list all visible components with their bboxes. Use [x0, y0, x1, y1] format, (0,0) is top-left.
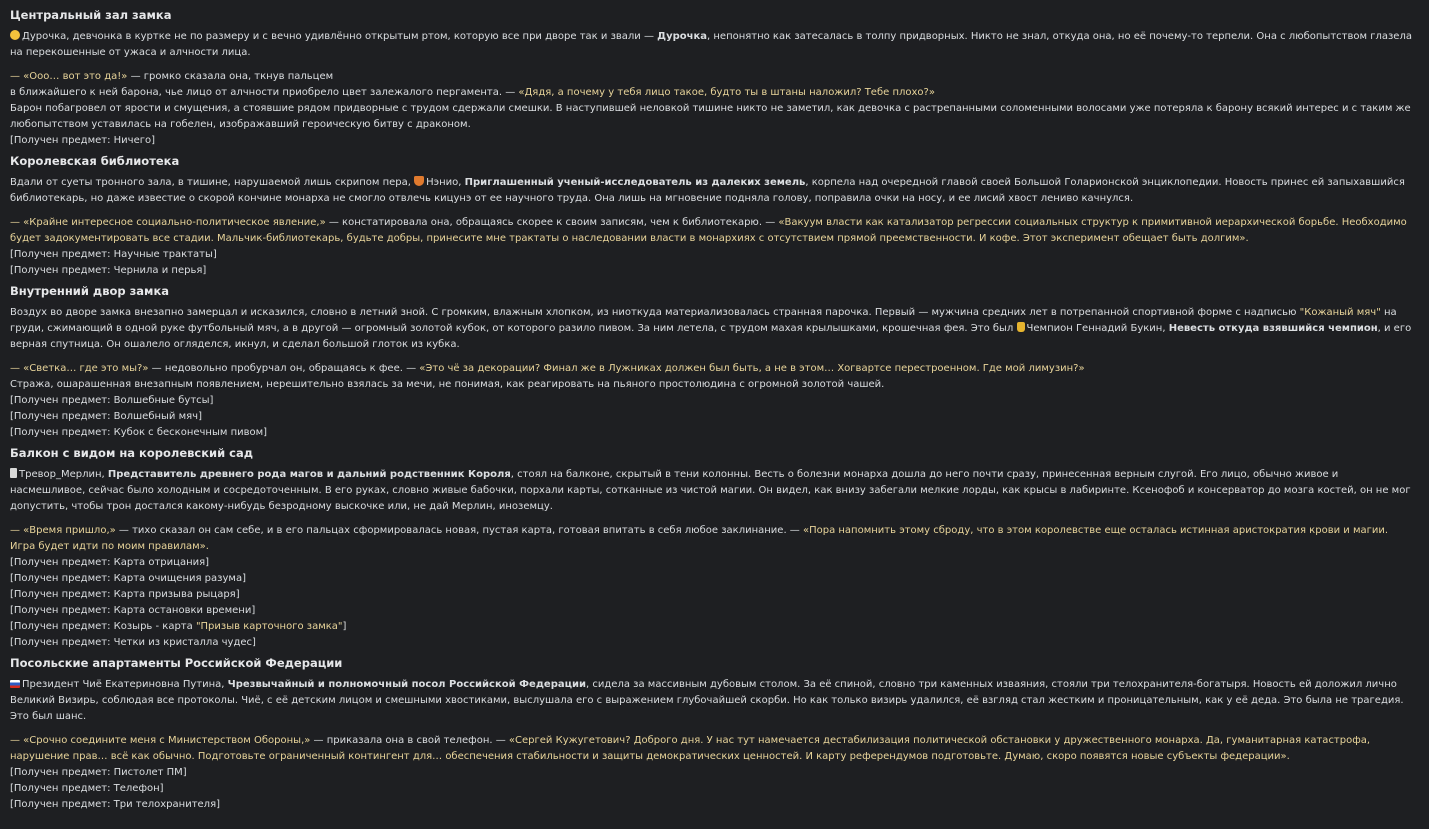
- narration-line: Барон побагровел от ярости и смущения, а стоявшие рядом придворные с трудом сдержали смешки. В наступившей неловкой тишине никто не заметил, как девочка с растрепанными соломенными волосами уже потеряла к барону всякий интерес и с таким же любопытством уставилась на гобелен, изображавший героическую битву с драконом.: [10, 103, 1411, 130]
- quote: "Призыв карточного замка": [195, 621, 343, 632]
- quote: — «Ооо… вот это да!»: [10, 71, 128, 82]
- received-item: [Получен предмет: Кубок с бесконечным пивом]: [10, 427, 268, 438]
- received-item: [10, 619, 1415, 635]
- character-name: Президент Чиё Екатериновна Путина,: [22, 679, 228, 690]
- scene-title: Балкон с видом на королевский сад: [10, 446, 254, 460]
- scene-central-hall: [10, 7, 1415, 149]
- scene-balcony: [10, 445, 1415, 651]
- quote: — «Светка… где это мы?»: [10, 363, 149, 374]
- scene-embassy: [10, 655, 1415, 813]
- quote: — «Время пришло,»: [10, 525, 116, 536]
- character-name: Нэнио,: [426, 177, 465, 188]
- intro-text: , и его верная спутница. Он ошалело огляделся, икнул, и сделал большой глоток из кубка.: [10, 323, 1412, 350]
- scene-intro: [10, 467, 1415, 515]
- item-text: [Получен предмет: Козырь - карта: [10, 621, 196, 632]
- narration: — громко сказала она, ткнув пальцем: [127, 71, 334, 82]
- intro-text: , стоял на балконе, скрытый в тени колонны. Весть о болезни монарха дошла до него почти сразу, принесенная верным слугой. Его лицо, обычно живое и насмешливое, сейчас было холодным и сосредоточенным. В его руках, словно живые бабочки, порхали карты, сотканные из чистой магии. Он видел, как внизу забегали мелкие лорды, как крысы в лабиринте. Ксенофоб и консерватор до мозга костей, он не мог допустить, чтобы трон достался какому-нибудь безродному выскочке или, не дай Мерлин, иноземцу.: [10, 469, 1411, 512]
- intro-text: , непонятно как затесалась в толпу придворных. Никто не знал, откуда она, но её почему-то терпели. Она с любопытством глазела на перекошенные от ужаса и алчности лица.: [10, 31, 1412, 58]
- dialogue-line: [10, 733, 1415, 765]
- flag-ru-icon: [10, 680, 20, 688]
- received-item: [Получен предмет: Телефон]: [10, 783, 164, 794]
- received-item: [Получен предмет: Карта очищения разума]: [10, 573, 246, 584]
- quote: «Пора напомнить этому сброду, что в этом королевстве еще осталась истинная аристократия крови и магии. Игра будет идти по моим правилам»: [10, 525, 1389, 552]
- received-item: [Получен предмет: Волшебный мяч]: [10, 411, 202, 422]
- scene-title: Посольские апартаменты Российской Федерации: [10, 656, 343, 670]
- scene-title: Королевская библиотека: [10, 154, 180, 168]
- character-title: Приглашенный ученый-исследователь из далеких земель: [464, 177, 806, 188]
- quote: «Вакуум власти как катализатор регрессии социальных структур к примитивной иерархической борьбе. Необходимо будет задокументировать все стадии. Мальчик-библиотекарь, будьте добры, принесите мне трактаты о наследовании власти в монархиях с отсутствием прямой преемственности. И кофе. Этот эксперимент обещает быть долгим»: [10, 217, 1407, 244]
- scene-inner-courtyard: [10, 283, 1415, 441]
- narration: .: [1286, 751, 1290, 762]
- dialogue-line: [10, 523, 1415, 555]
- narration: — приказала она в свой телефон. —: [310, 735, 509, 746]
- intro-text: на груди, сжимающий в одной руке футбольный мяч, а в другой — огромный золотой кубок, от которого разило пивом. За ним летела, с трудом махая крылышками, крошечная фея. Это был: [10, 307, 1397, 334]
- quote: «Сергей Кужугетович? Доброго дня. У нас тут намечается дестабилизация политической обстановки у дружественного монарха. Да, гуманитарная катастрофа, нарушение прав… всё как обычно. Подготовьте ограниченный контингент для… обеспечения стабильности и защиты демократических ценностей. И карту референдумов подготовьте. Думаю, скоро появятся новые субъекты федерации»: [10, 735, 1371, 762]
- scene-title: Центральный зал замка: [10, 8, 172, 22]
- dialogue-line: [10, 85, 1415, 101]
- received-item: [Получен предмет: Карта призыва рыцаря]: [10, 589, 240, 600]
- character-title: Представитель древнего рода магов и дальний родственник Короля: [107, 469, 511, 480]
- quote: "Кожаный мяч": [1299, 307, 1381, 318]
- intro-text: Вдали от суеты тронного зала, в тишине, нарушаемой лишь скрипом пера,: [10, 177, 415, 188]
- card-emoji-icon: [10, 468, 17, 478]
- received-item: [Получен предмет: Три телохранителя]: [10, 799, 220, 810]
- scene-intro: [10, 677, 1415, 725]
- received-item: [Получен предмет: Пистолет ПМ]: [10, 767, 187, 778]
- dialogue-line: [10, 69, 1415, 85]
- narration: .: [205, 541, 209, 552]
- received-item: [Получен предмет: Карта отрицания]: [10, 557, 210, 568]
- received-item: [Получен предмет: Чернила и перья]: [10, 265, 207, 276]
- intro-text: Дурочка, девчонка в куртке не по размеру и с вечно удивлённо открытым ртом, которую все при дворе так и звали —: [22, 31, 658, 42]
- narration: — констатировала она, обращаясь скорее к своим записям, чем к библиотекарю. —: [325, 217, 779, 228]
- narration: в ближайшего к ней барона, чье лицо от алчности приобрело цвет залежалого пергамента. —: [10, 87, 519, 98]
- intro-text: Воздух во дворе замка внезапно замерцал и исказился, словно в летний зной. С громким, влажным хлопком, из ниоткуда материализовалась странная парочка. Первый — мужчина средних лет в потрепанной спортивной форме с надписью: [10, 307, 1300, 318]
- dialogue-line: [10, 215, 1415, 247]
- dialogue-line: [10, 361, 1415, 377]
- received-item: [Получен предмет: Научные трактаты]: [10, 249, 217, 260]
- narration: .: [1245, 233, 1249, 244]
- character-name: Чемпион Геннадий Букин,: [1026, 323, 1169, 334]
- character-name: Тревор_Мерлин,: [19, 469, 108, 480]
- quote: «Это чё за декорации? Финал же в Лужниках должен был быть, а не в этом… Хогвартсе перестроенном. Где мой лимузин?»: [419, 363, 1085, 374]
- scene-royal-library: [10, 153, 1415, 279]
- trophy-emoji-icon: [1017, 322, 1025, 332]
- scene-intro: [10, 305, 1415, 353]
- fox-emoji-icon: [414, 176, 424, 186]
- scene-title: Внутренний двор замка: [10, 284, 170, 298]
- quote: «Дядя, а почему у тебя лицо такое, будто ты в штаны наложил? Тебе плохо?»: [518, 87, 935, 98]
- intro-text: , корпела над очередной главой своей Большой Голарионской энциклопедии. Новость принес ей запыхавшийся библиотекарь, но даже известие о скорой кончине монарха не смогло отвлечь кицунэ от ее научного труда. Она лишь на мгновение подняла голову, поправила очки на носу, и ее лисий хвост лениво качнулся.: [10, 177, 1405, 204]
- received-item: [Получен предмет: Карта остановки времени]: [10, 605, 256, 616]
- scene-intro: [10, 175, 1415, 207]
- character-title: Невесть откуда взявшийся чемпион: [1168, 323, 1378, 334]
- item-text: ]: [342, 621, 347, 632]
- quote: — «Крайне интересное социально-политическое явление,»: [10, 217, 326, 228]
- character-title: Дурочка: [657, 31, 708, 42]
- quote: — «Срочно соедините меня с Министерством Обороны,»: [10, 735, 311, 746]
- received-item: [Получен предмет: Волшебные бутсы]: [10, 395, 214, 406]
- character-title: Чрезвычайный и полномочный посол Российской Федерации: [227, 679, 587, 690]
- intro-text: , сидела за массивным дубовым столом. За её спиной, словно три каменных изваяния, стояли три телохранителя-богатыря. Новость ей доложил лично Великий Визирь, соблюдая все протоколы. Чиё, с её детским лицом и смешными хвостиками, выслушала его с выражением глубочайшей скорби. Но как только визирь удалился, её взгляд стал жестким и проницательным, как у её деда. Это была не трагедия. Это был шанс.: [10, 679, 1404, 722]
- received-item: [Получен предмет: Ничего]: [10, 135, 155, 146]
- narration-line: Стража, ошарашенная внезапным появлением, нерешительно взялась за мечи, не понимая, как реагировать на пьяного простолюдина с огромной золотой чашей.: [10, 379, 885, 390]
- received-item: [Получен предмет: Четки из кристалла чудес]: [10, 637, 256, 648]
- narration: — тихо сказал он сам себе, и в его пальцах сформировалась новая, пустая карта, готовая впитать в себя любое заклинание. —: [115, 525, 803, 536]
- smile-emoji-icon: [10, 30, 20, 40]
- narration: — недовольно пробурчал он, обращаясь к фее. —: [148, 363, 420, 374]
- scene-intro: [10, 29, 1415, 61]
